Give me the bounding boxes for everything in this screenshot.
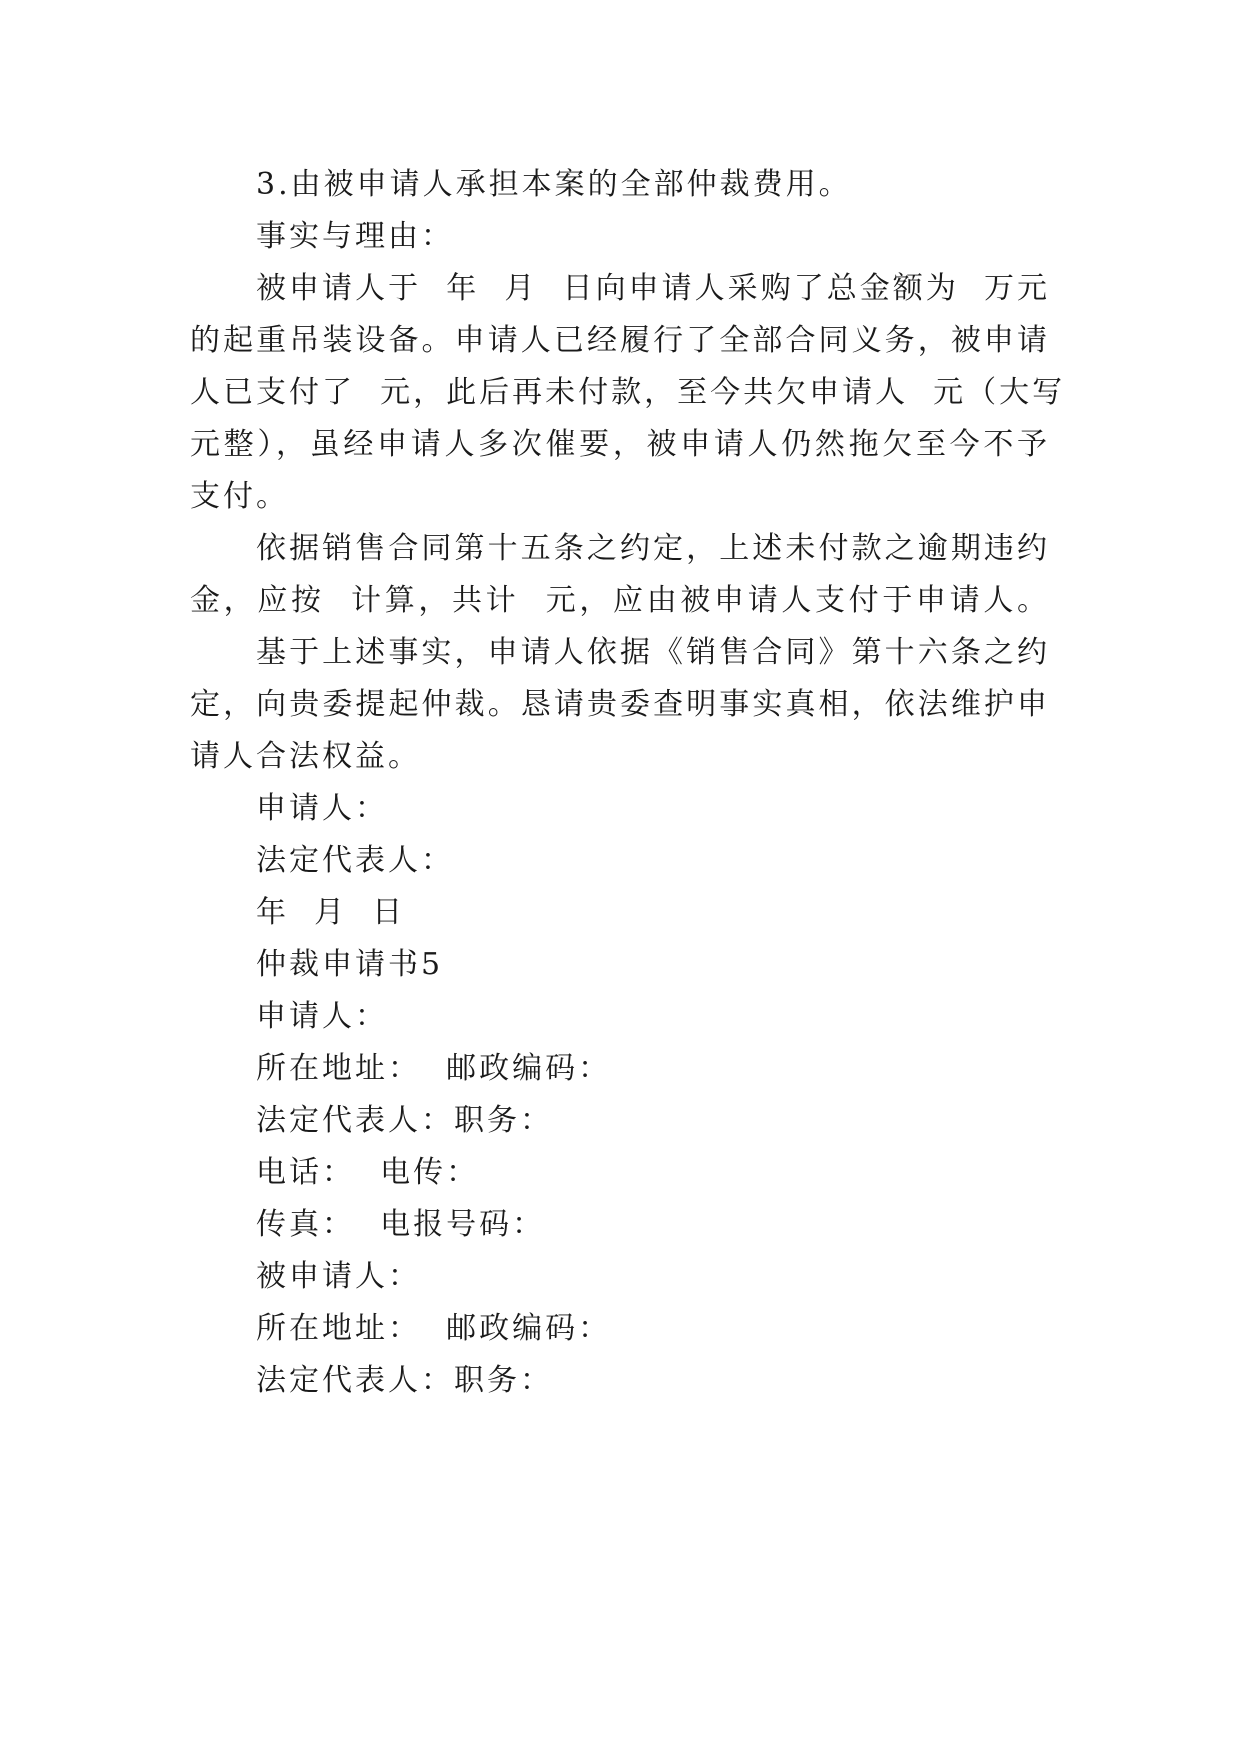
paragraph-line: 元整），虽经申请人多次催要，被申请人仍然拖欠至今不予 [190, 427, 1050, 462]
paragraph-line: 定，向贵委提起仲裁。恳请贵委查明事实真相，依法维护申 [190, 687, 1050, 722]
paragraph-line: 请人合法权益。 [190, 739, 421, 774]
field-applicant-address: 所在地址： 邮政编码： [256, 1051, 612, 1086]
section-heading-facts: 事实与理由： [256, 219, 454, 254]
paragraph-line: 金，应按 计算，共计 元，应由被申请人支付于申请人。 [190, 583, 1050, 618]
signature-legal-representative: 法定代表人： [256, 843, 454, 878]
document-title: 仲裁申请书5 [256, 947, 444, 982]
signature-date: 年 月 日 [256, 895, 406, 930]
paragraph-line: 人已支付了 元，此后再未付款，至今共欠申请人 元（大写 [190, 375, 1066, 410]
paragraph-line: 支付。 [190, 479, 289, 514]
field-respondent-legal-representative: 法定代表人：职务： [256, 1363, 553, 1398]
field-applicant-phone: 电话： 电传： [256, 1155, 480, 1190]
paragraph-line: 依据销售合同第十五条之约定，上述未付款之逾期违约 [256, 531, 1050, 566]
paragraph-line: 被申请人于 年 月 日向申请人采购了总金额为 万元 [256, 271, 1050, 306]
field-applicant-fax: 传真： 电报号码： [256, 1207, 546, 1242]
request-item-3: 3.由被申请人承担本案的全部仲裁费用。 [256, 167, 852, 202]
field-respondent-address: 所在地址： 邮政编码： [256, 1311, 612, 1346]
field-applicant-legal-representative: 法定代表人：职务： [256, 1103, 553, 1138]
paragraph-line: 的起重吊装设备。申请人已经履行了全部合同义务，被申请 [190, 323, 1050, 358]
paragraph-line: 基于上述事实，申请人依据《销售合同》第十六条之约 [256, 635, 1050, 670]
field-respondent: 被申请人： [256, 1259, 421, 1294]
signature-applicant: 申请人： [256, 791, 388, 826]
field-applicant: 申请人： [256, 999, 388, 1034]
